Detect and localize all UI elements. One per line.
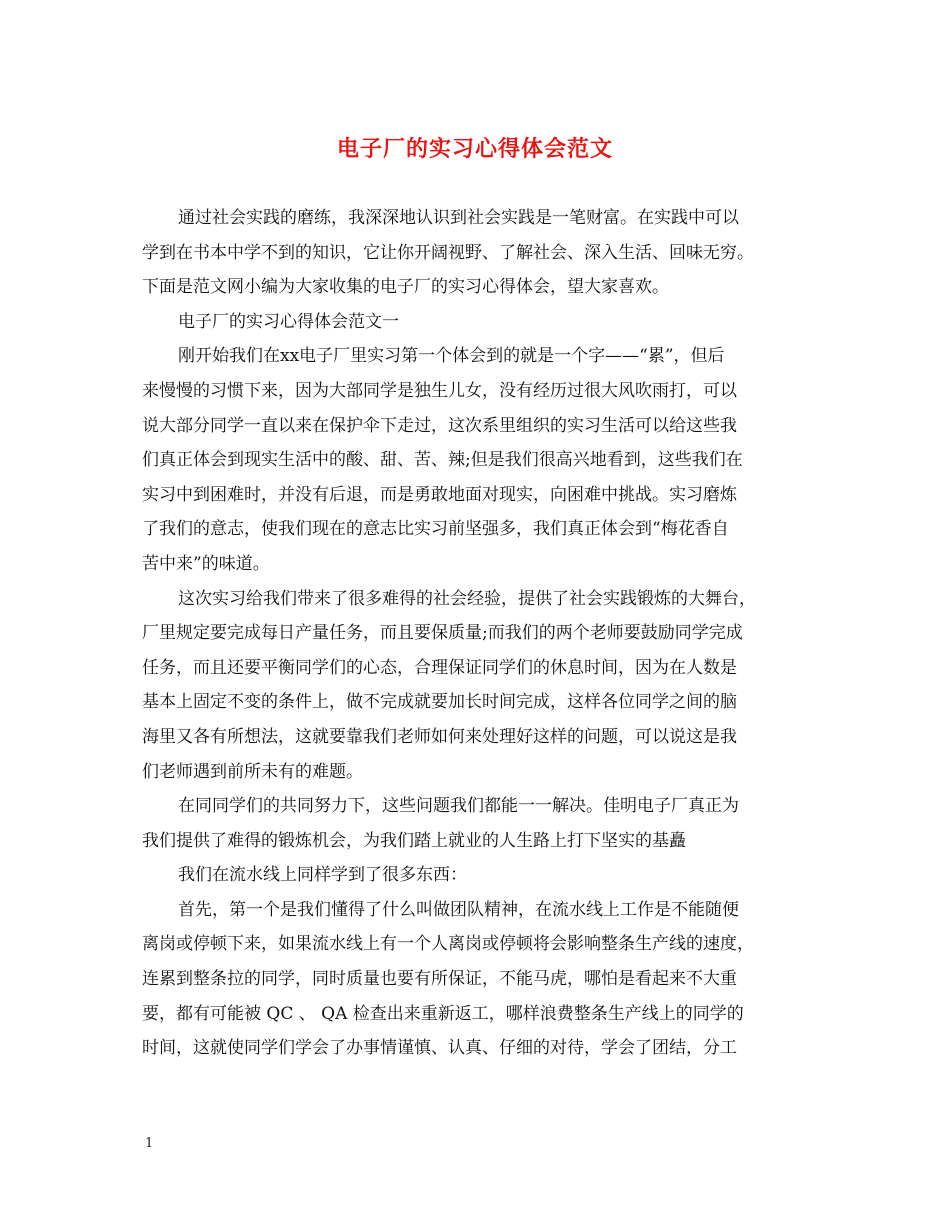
text-line: 下面是范文网小编为大家收集的电子厂的实习心得体会，望大家喜欢。 [142,277,669,298]
text-line: 厂里规定要完成每日产量任务，而且要保质量;而我们的两个老师要鼓励同学完成 [142,623,743,644]
document-body [142,201,812,1066]
text-line: 我们在流水线上同样学到了很多东西： [178,865,467,886]
text-line: 通过社会实践的磨练，我深深地认识到社会实践是一笔财富。在实践中可以 [178,208,739,228]
text-line: 这次实习给我们带来了很多难得的社会经验，提供了社会实践锻炼的大舞台， [178,588,756,609]
text-line: 时间，这就使同学们学会了办事情谨慎、认真、仔细的对待，学会了团结，分工 [142,1038,737,1059]
document-title: 电子厂的实习心得体会范文 [336,136,613,162]
page-number: 1 [145,1136,154,1151]
text-line: 要，都有可能被 QC 、 QA 检查出来重新返工，哪样浪费整条生产线上的同学的 [142,1003,744,1024]
text-line: 刚开始我们在xx电子厂里实习第一个体会到的就是一个字——“累”，但后 [178,346,725,367]
text-line: 离岗或停顿下来，如果流水线上有一个人离岗或停顿将会影响整条生产线的速度， [142,934,754,955]
text-line: 海里又各有所想法，这就要靠我们老师如何来处理好这样的问题，可以说这是我 [142,726,737,747]
text-line: 电子厂的实习心得体会范文一 [178,311,399,332]
text-line: 说大部分同学一直以来在保护伞下走过，这次系里组织的实习生活可以给这些我 [142,415,737,436]
text-line: 苦中来”的味道。 [142,553,270,574]
text-line: 了我们的意志，使我们现在的意志比实习前坚强多，我们真正体会到“梅花香自 [142,519,729,540]
text-line: 们老师遇到前所未有的难题。 [142,761,363,782]
text-line: 来慢慢的习惯下来，因为大部同学是独生儿女，没有经历过很大风吹雨打，可以 [142,380,737,401]
text-line: 我们提供了难得的锻炼机会，为我们踏上就业的人生路上打下坚实的基矗 [142,830,686,851]
text-line: 们真正体会到现实生活中的酸、甜、苦、辣;但是我们很高兴地看到，这些我们在 [142,450,743,471]
text-line: 任务，而且还要平衡同学们的心态，合理保证同学们的休息时间，因为在人数是 [142,657,737,678]
text-line: 基本上固定不变的条件上，做不完成就要加长时间完成，这样各位同学之间的脑 [142,692,737,713]
text-line: 首先，第一个是我们懂得了什么叫做团队精神，在流水线上工作是不能随便 [178,899,739,920]
text-line: 学到在书本中学不到的知识，它让你开阔视野、了解社会、深入生活、回味无穷。 [142,242,754,263]
text-line: 实习中到困难时，并没有后退，而是勇敢地面对现实，向困难中挑战。实习磨炼 [142,484,737,505]
text-line: 连累到整条拉的同学，同时质量也要有所保证，不能马虎，哪怕是看起来不大重 [142,969,737,990]
text-line: 在同同学们的共同努力下，这些问题我们都能一一解决。佳明电子厂真正为 [178,796,739,817]
